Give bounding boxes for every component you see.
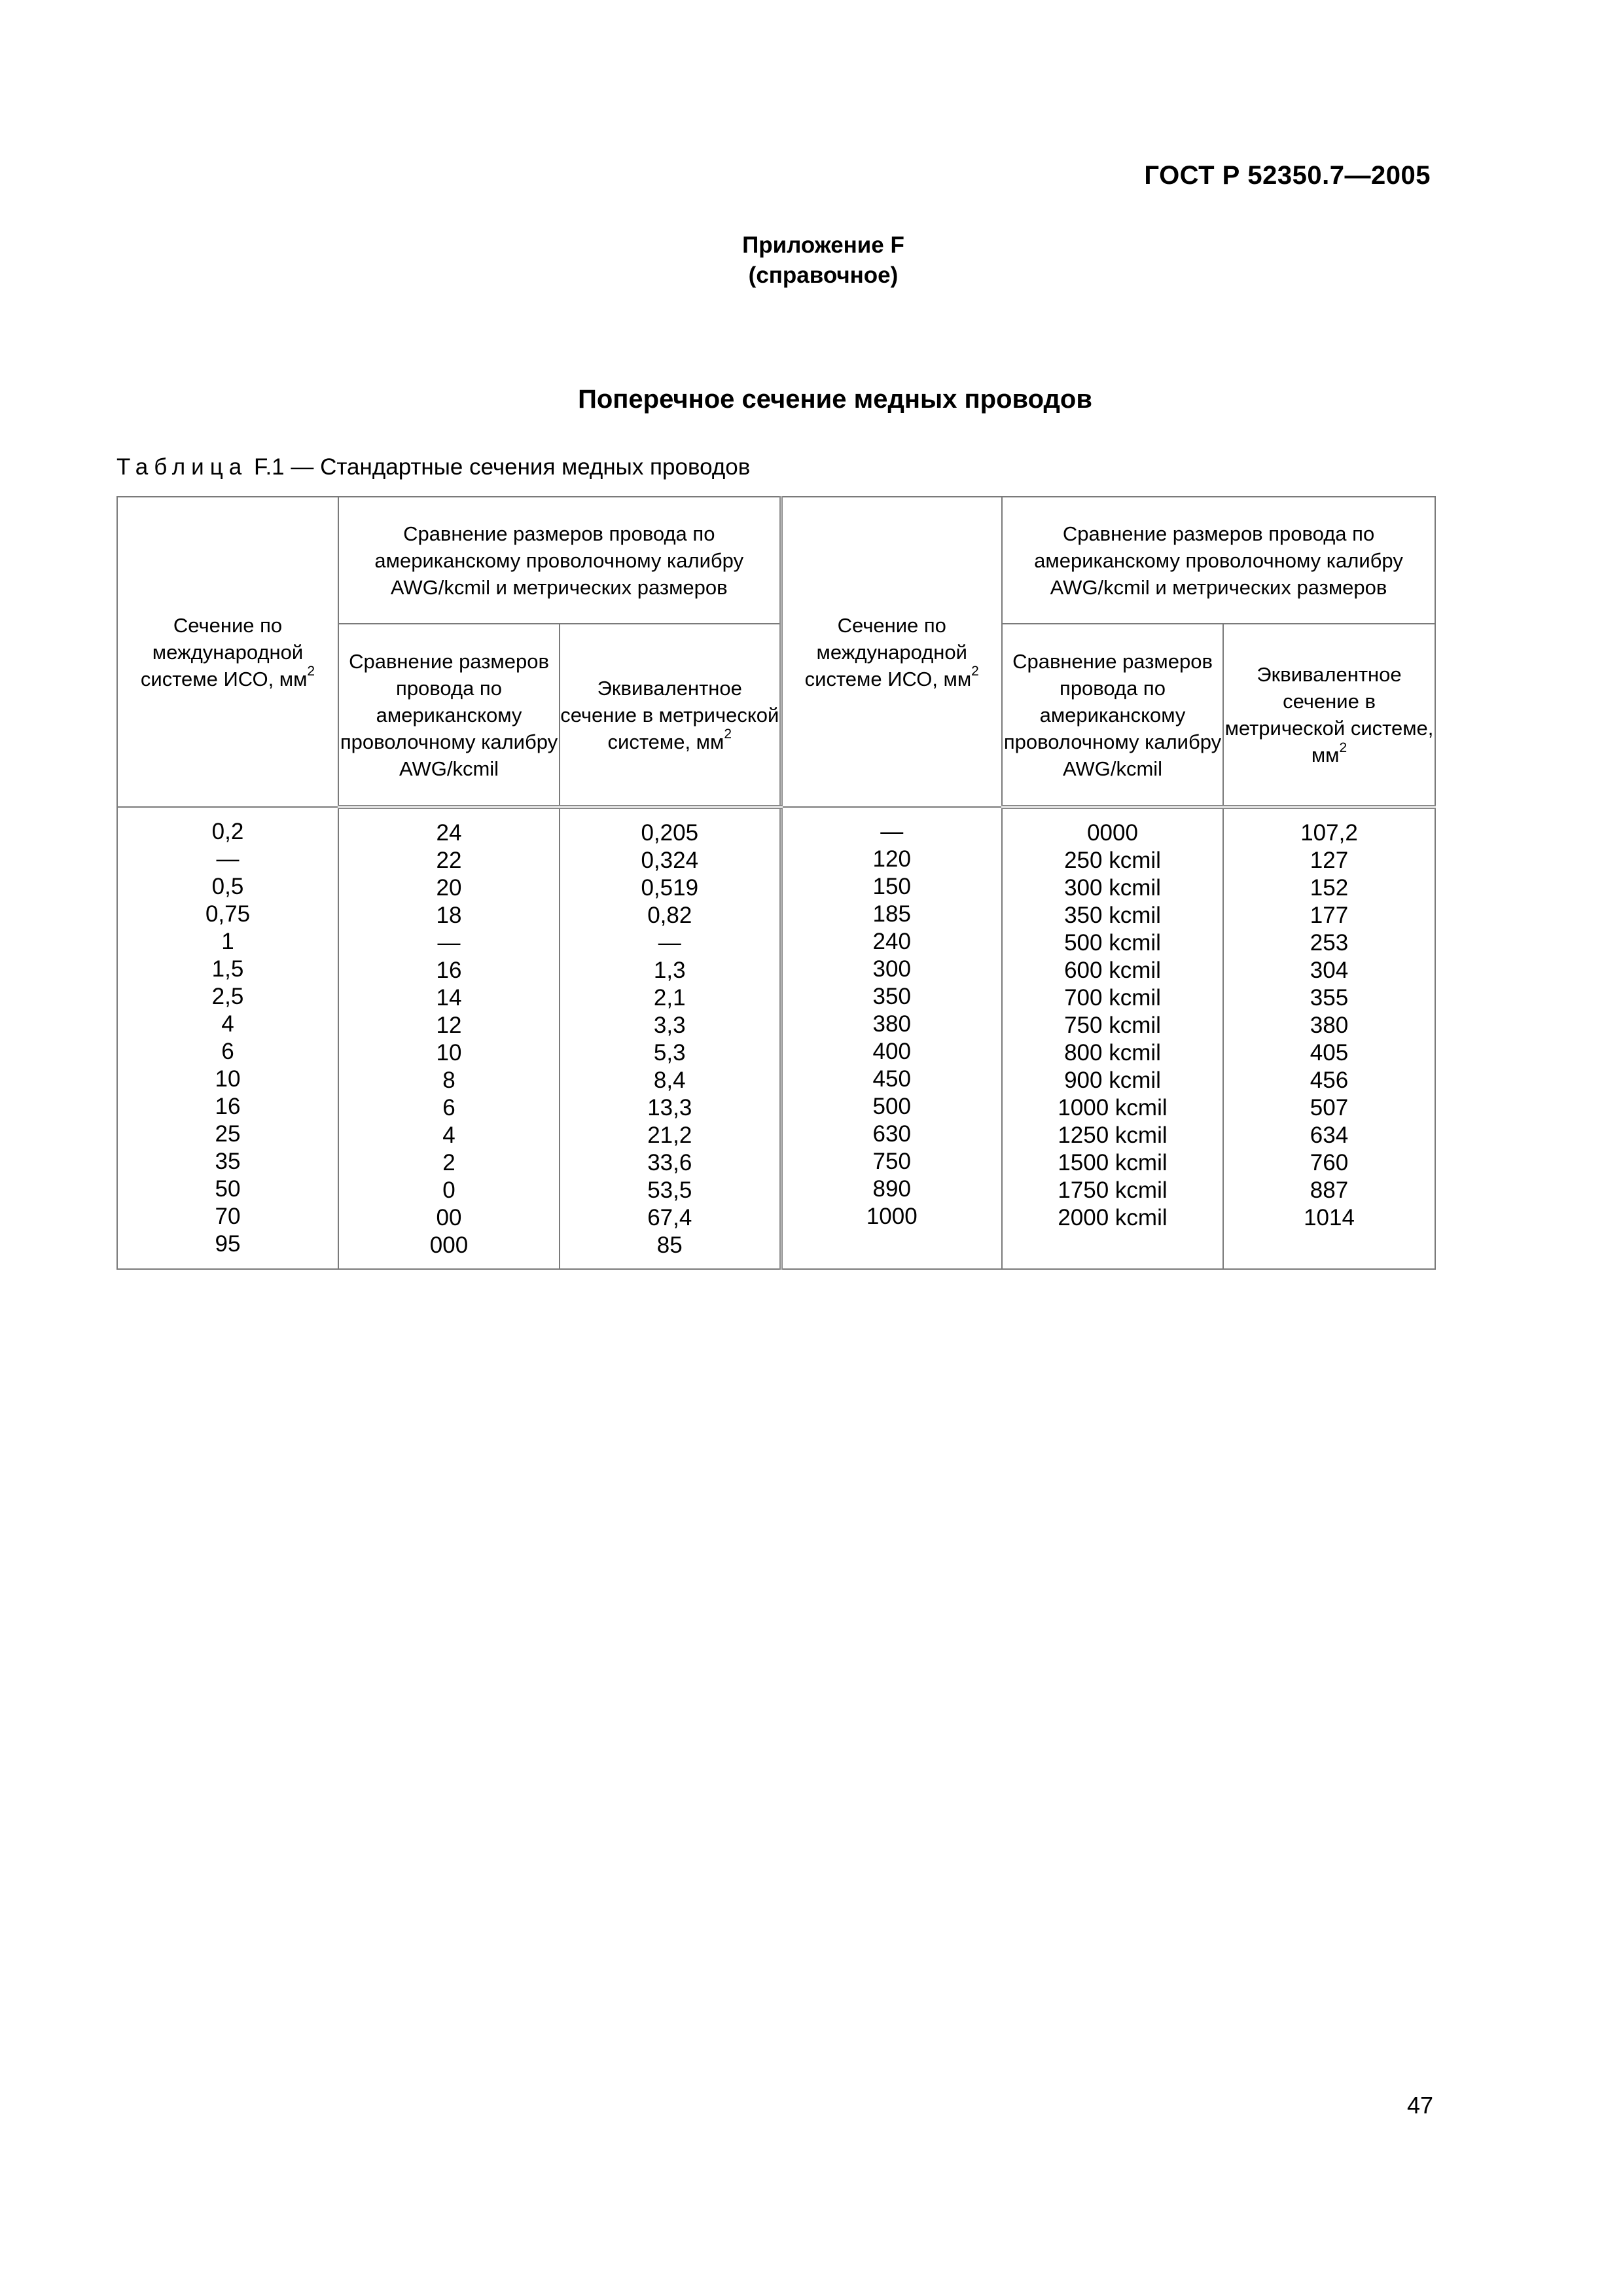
table-cell: 185 [872, 901, 911, 927]
table-cell: 95 [215, 1231, 241, 1257]
table-cell: 0,2 [211, 819, 244, 844]
table-cell: 450 [872, 1066, 911, 1092]
table-cell: — [437, 930, 461, 956]
header-iso-section-left-text: Сечение по международной системе ИСО, мм [140, 613, 308, 691]
table-cell: 10 [436, 1040, 462, 1066]
table-cell: 3,3 [653, 1013, 686, 1038]
table-cell: 750 kcmil [1064, 1013, 1161, 1038]
table-cell: 456 [1310, 1067, 1349, 1093]
table-cell: 21,2 [647, 1122, 692, 1148]
table-cell: 300 [872, 956, 911, 982]
unit-superscript: 2 [971, 664, 979, 679]
table-cell: 380 [1310, 1013, 1349, 1038]
table-cell: 1,3 [653, 958, 686, 983]
table-cell: 70 [215, 1204, 241, 1229]
header-iso-section-right [781, 497, 1002, 807]
table-cell: 350 [872, 984, 911, 1009]
table-cell: 35 [215, 1149, 241, 1174]
table-cell: 2,5 [211, 984, 244, 1009]
table-cell: 0,82 [647, 903, 692, 928]
table-cell: 8 [442, 1067, 455, 1093]
table-cell: 380 [872, 1011, 911, 1037]
table-caption [116, 454, 750, 480]
table-caption-title: Стандартные сечения медных проводов [320, 454, 751, 480]
table-cell: 1,5 [211, 956, 244, 982]
table-cell: 18 [436, 903, 462, 928]
table-cell: 0000 [1087, 820, 1138, 846]
table-cell: 0,5 [211, 874, 244, 899]
table-cell: — [658, 930, 681, 956]
header-metric-right [1223, 624, 1435, 807]
table-cell: 00 [436, 1205, 462, 1230]
table-cell: — [880, 819, 904, 844]
table-cell: 25 [215, 1121, 241, 1147]
table-caption-prefix: Таблица [116, 454, 248, 480]
table-cell: 20 [436, 875, 462, 901]
table-cell: 0,519 [641, 875, 699, 901]
table-cell: 12 [436, 1013, 462, 1038]
header-metric-left [560, 624, 781, 807]
table-cell: 250 kcmil [1064, 848, 1161, 873]
table-cell: 240 [872, 929, 911, 954]
table-cell: 355 [1310, 985, 1349, 1011]
unit-superscript: 2 [724, 726, 732, 742]
table-cell: 5,3 [653, 1040, 686, 1066]
header-iso-section-right-text: Сечение по международной системе ИСО, мм [804, 613, 972, 691]
table-cell: 1 [221, 929, 234, 954]
table-cell: 890 [872, 1176, 911, 1202]
table-cell: 2,1 [653, 985, 686, 1011]
table-cell: 887 [1310, 1177, 1349, 1203]
column-iso-right [781, 807, 1002, 1269]
table-cell: 107,2 [1300, 820, 1358, 846]
table-body-row [117, 807, 1435, 1269]
table-cell: 507 [1310, 1095, 1349, 1121]
column-awg-left [338, 807, 560, 1269]
document-code: ГОСТ Р 52350.7—2005 [1144, 161, 1431, 190]
column-awg-right [1002, 807, 1223, 1269]
table-cell: 0,75 [205, 901, 251, 927]
column-iso-left [117, 807, 338, 1269]
table-cell: 127 [1310, 848, 1349, 873]
table-cell: 50 [215, 1176, 241, 1202]
annex-title: Приложение F [742, 232, 904, 258]
table-cell: 120 [872, 846, 911, 872]
annex-heading [0, 230, 1623, 291]
header-metric-right-text: Эквивалентное сечение в метрической системе, мм [1224, 663, 1434, 766]
table-cell: 67,4 [647, 1205, 692, 1230]
table-cell: 1000 kcmil [1058, 1095, 1168, 1121]
header-row-groups [117, 497, 1435, 624]
column-metric-left [560, 807, 781, 1269]
table-cell: 53,5 [647, 1177, 692, 1203]
table-cell: 630 [872, 1121, 911, 1147]
table-cell: 6 [221, 1039, 234, 1064]
header-group-right: Сравнение размеров провода по американскому проволочному калибру AWG/kcmil и метрических размеров [1002, 497, 1435, 624]
table-cell: 700 kcmil [1064, 985, 1161, 1011]
page-number: 47 [1406, 2092, 1433, 2119]
table-cell: 152 [1310, 875, 1349, 901]
table-cell: 400 [872, 1039, 911, 1064]
table-cell: 16 [215, 1094, 241, 1119]
table-cell: 2000 kcmil [1058, 1205, 1168, 1230]
table-cell: 85 [656, 1232, 683, 1258]
table-cell: 0 [442, 1177, 455, 1203]
table-cell: 1500 kcmil [1058, 1150, 1168, 1175]
table-cell: 500 [872, 1094, 911, 1119]
table-cell: 500 kcmil [1064, 930, 1161, 956]
header-iso-section-left [117, 497, 338, 807]
table-cell: 2 [442, 1150, 455, 1175]
section-title-text: Поперечное сечение медных проводов [578, 385, 1092, 414]
table-cell: 33,6 [647, 1150, 692, 1175]
table-cell: 14 [436, 985, 462, 1011]
table-cell: 1000 [866, 1204, 918, 1229]
unit-superscript: 2 [1339, 740, 1347, 755]
table-cell: 300 kcmil [1064, 875, 1161, 901]
table-cell: — [216, 846, 240, 872]
table-cell: 304 [1310, 958, 1349, 983]
table-cell: 350 kcmil [1064, 903, 1161, 928]
table-cell: 1750 kcmil [1058, 1177, 1168, 1203]
table-cell: 150 [872, 874, 911, 899]
header-awg-left: Сравнение размеров провода по американскому проволочному калибру AWG/kcmil [338, 624, 560, 807]
table-cell: 8,4 [653, 1067, 686, 1093]
table-cell: 10 [215, 1066, 241, 1092]
table-cell: 4 [442, 1122, 455, 1148]
column-metric-right [1223, 807, 1435, 1269]
table-cell: 760 [1310, 1150, 1349, 1175]
table-cell: 0,205 [641, 820, 699, 846]
unit-superscript: 2 [307, 664, 315, 679]
wire-sections-table [116, 496, 1436, 1270]
table-cell: 900 kcmil [1064, 1067, 1161, 1093]
table-cell: 6 [442, 1095, 455, 1121]
table-cell: 13,3 [647, 1095, 692, 1121]
table-cell: 24 [436, 820, 462, 846]
table-caption-number: F.1 — [247, 454, 321, 480]
table-cell: 600 kcmil [1064, 958, 1161, 983]
table-cell: 405 [1310, 1040, 1349, 1066]
header-awg-right: Сравнение размеров провода по американскому проволочному калибру AWG/kcmil [1002, 624, 1223, 807]
annex-subtitle: (справочное) [748, 262, 899, 288]
table-cell: 177 [1310, 903, 1349, 928]
table-cell: 1014 [1304, 1205, 1355, 1230]
header-metric-left-text: Эквивалентное сечение в метрической системе, мм [560, 676, 779, 753]
table-cell: 0,324 [641, 848, 699, 873]
table-cell: 634 [1310, 1122, 1349, 1148]
table-cell: 16 [436, 958, 462, 983]
table-cell: 800 kcmil [1064, 1040, 1161, 1066]
table-cell: 000 [429, 1232, 469, 1258]
table-cell: 750 [872, 1149, 911, 1174]
table-cell: 253 [1310, 930, 1349, 956]
header-group-left: Сравнение размеров провода по американскому проволочному калибру AWG/kcmil и метрических размеров [338, 497, 781, 624]
table-cell: 22 [436, 848, 462, 873]
table-cell: 1250 kcmil [1058, 1122, 1168, 1148]
table-cell: 4 [221, 1011, 234, 1037]
section-title [0, 385, 1623, 414]
